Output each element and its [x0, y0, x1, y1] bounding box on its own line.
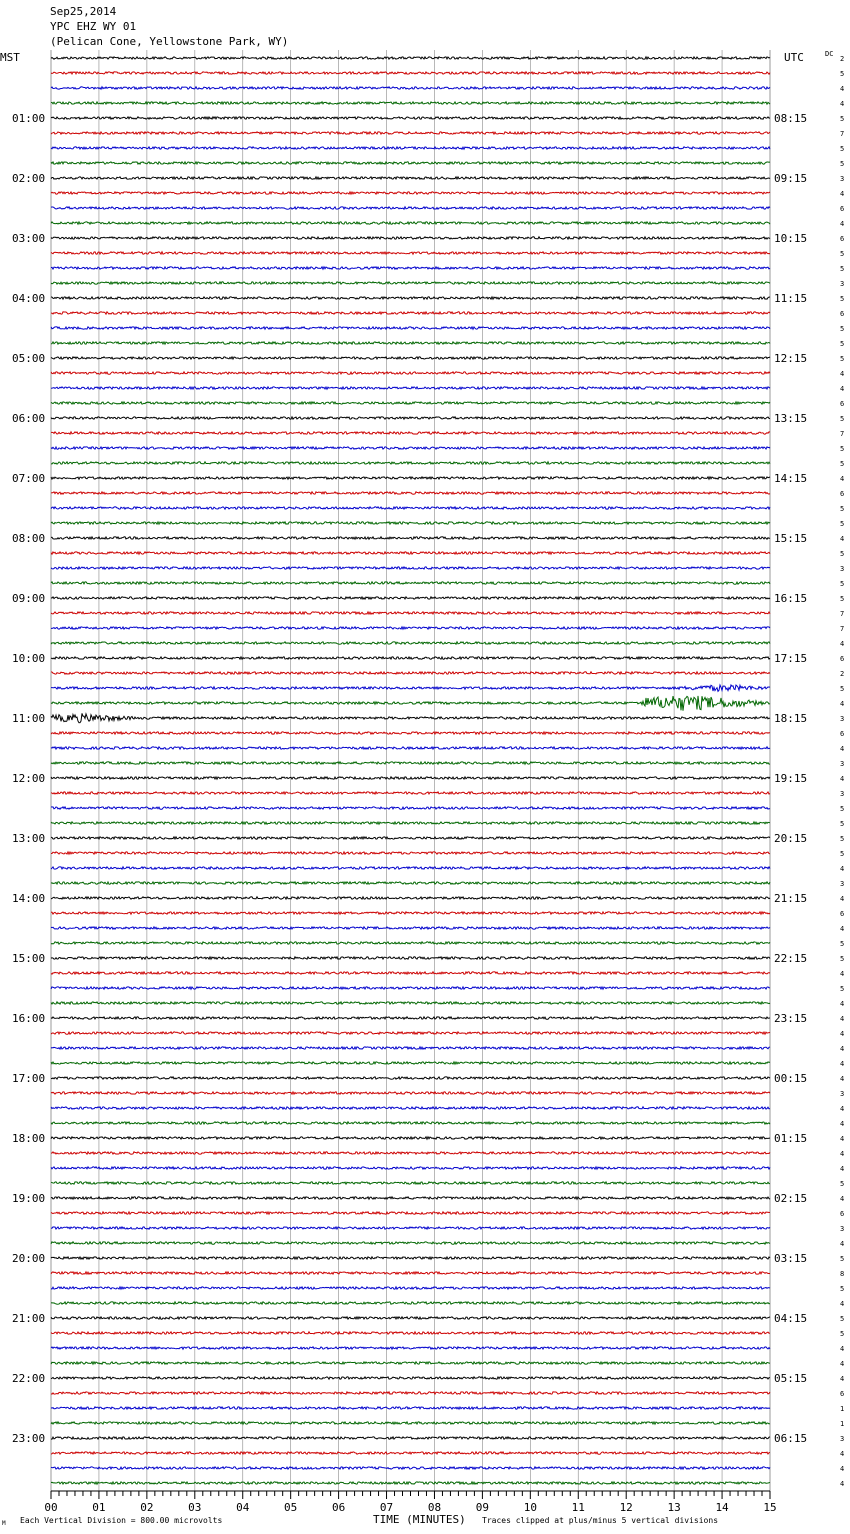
- dc-offset-value: 4: [840, 1030, 845, 1038]
- trace-row: [51, 867, 770, 869]
- trace-row: [51, 852, 770, 854]
- trace-row: [51, 102, 770, 104]
- right-hour-label: 21:15: [774, 892, 808, 905]
- dc-offset-value: 4: [840, 775, 845, 783]
- trace-row: [51, 1137, 770, 1139]
- trace-row: [51, 685, 770, 691]
- left-hour-label: 19:00: [12, 1192, 46, 1205]
- dc-offset-value: 5: [840, 850, 845, 858]
- left-hour-label: 02:00: [12, 172, 46, 185]
- trace-row: [51, 447, 770, 449]
- dc-offset-value: 4: [840, 85, 845, 93]
- trace-row: [51, 1167, 770, 1169]
- trace-row: [51, 177, 770, 179]
- trace-row: [51, 537, 770, 539]
- right-hour-label: 03:15: [774, 1252, 808, 1265]
- trace-row: [51, 312, 770, 314]
- right-hour-label: 01:15: [774, 1132, 808, 1145]
- dc-offset-value: 4: [840, 1465, 845, 1473]
- trace-row: [51, 897, 770, 899]
- trace-row: [51, 1347, 770, 1349]
- dc-offset-value: 5: [840, 355, 845, 363]
- dc-offset-value: 4: [840, 1120, 845, 1128]
- right-hour-label: 14:15: [774, 472, 808, 485]
- trace-row: [51, 942, 770, 944]
- dc-offset-value: 6: [840, 235, 845, 243]
- trace-row: [51, 1437, 770, 1439]
- trace-row: [51, 1047, 770, 1049]
- trace-row: [51, 972, 770, 974]
- right-hour-label: 02:15: [774, 1192, 808, 1205]
- dc-offset-value: 4: [840, 895, 845, 903]
- trace-row: [51, 1407, 770, 1409]
- dc-offset-value: 4: [840, 220, 845, 228]
- trace-row: [51, 807, 770, 809]
- dc-offset-value: 6: [840, 400, 845, 408]
- dc-offset-value: 1: [840, 1405, 845, 1413]
- trace-row: [51, 747, 770, 749]
- dc-offset-value: 3: [840, 1225, 845, 1233]
- dc-offset-value: 6: [840, 1390, 845, 1398]
- right-hour-label: 16:15: [774, 592, 808, 605]
- dc-offset-value: 4: [840, 1060, 845, 1068]
- x-tick-label: 08: [427, 1501, 442, 1514]
- trace-row: [51, 522, 770, 524]
- trace-row: [51, 372, 770, 374]
- dc-offset-value: 4: [840, 1240, 845, 1248]
- trace-row: [51, 282, 770, 284]
- trace-row: [51, 912, 770, 914]
- left-hour-label: 20:00: [12, 1252, 46, 1265]
- dc-offset-value: 5: [840, 940, 845, 948]
- trace-row: [51, 87, 770, 89]
- dc-offset-value: 5: [840, 340, 845, 348]
- trace-row: [51, 1212, 770, 1214]
- trace-row: [51, 117, 770, 119]
- header-location: (Pelican Cone, Yellowstone Park, WY): [50, 35, 289, 48]
- dc-offset-value: 5: [840, 835, 845, 843]
- right-hour-label: 17:15: [774, 652, 808, 665]
- left-hour-label: 10:00: [12, 652, 46, 665]
- dc-offset-value: 4: [840, 925, 845, 933]
- x-tick-label: 04: [236, 1501, 250, 1514]
- x-tick-label: 13: [667, 1501, 681, 1514]
- left-hour-label: 13:00: [12, 832, 46, 845]
- right-hour-label: 23:15: [774, 1012, 808, 1025]
- dc-offset-value: 5: [840, 1315, 845, 1323]
- dc-offset-value: 7: [840, 130, 845, 138]
- dc-offset-value: 4: [840, 1135, 845, 1143]
- dc-offset-value: 4: [840, 475, 845, 483]
- left-hour-label: 23:00: [12, 1432, 46, 1445]
- dc-offset-value: 5: [840, 145, 845, 153]
- trace-row: [51, 1017, 770, 1019]
- dc-offset-value: 5: [840, 1255, 845, 1263]
- trace-row: [51, 1242, 770, 1244]
- dc-offset-value: 4: [840, 640, 845, 648]
- dc-offset-value: 5: [840, 160, 845, 168]
- right-hour-label: 20:15: [774, 832, 808, 845]
- dc-offset-value: 2: [840, 670, 845, 678]
- dc-offset-value: 5: [840, 250, 845, 258]
- trace-row: [51, 342, 770, 344]
- trace-row: [51, 837, 770, 839]
- dc-offset-value: 4: [840, 1345, 845, 1353]
- right-hour-label: 00:15: [774, 1072, 808, 1085]
- left-hour-label: 01:00: [12, 112, 46, 125]
- trace-row: [51, 1422, 770, 1424]
- dc-offset-value: 6: [840, 910, 845, 918]
- trace-row: [51, 642, 770, 644]
- dc-offset-value: 4: [840, 1195, 845, 1203]
- trace-row: [51, 1107, 770, 1109]
- trace-row: [51, 132, 770, 134]
- dc-offset-value: 5: [840, 295, 845, 303]
- right-hour-label: 04:15: [774, 1312, 808, 1325]
- trace-row: [51, 1182, 770, 1184]
- dc-offset-value: 4: [840, 370, 845, 378]
- trace-row: [51, 147, 770, 149]
- right-hour-label: 15:15: [774, 532, 808, 545]
- left-timezone-label: MST: [0, 51, 20, 64]
- trace-row: [51, 882, 770, 884]
- dc-offset-value: 4: [840, 1150, 845, 1158]
- trace-row: [51, 927, 770, 929]
- trace-row: [51, 792, 770, 794]
- trace-row: [51, 462, 770, 464]
- x-axis-title: TIME (MINUTES): [373, 1513, 466, 1526]
- dc-offset-value: 3: [840, 790, 845, 798]
- x-tick-label: 10: [523, 1501, 537, 1514]
- trace-row: [51, 477, 770, 479]
- trace-row: [51, 582, 770, 584]
- trace-row: [51, 327, 770, 329]
- dc-offset-value: 7: [840, 610, 845, 618]
- dc-offset-value: 3: [840, 715, 845, 723]
- x-tick-label: 15: [763, 1501, 777, 1514]
- trace-row: [51, 1227, 770, 1229]
- left-hour-label: 09:00: [12, 592, 46, 605]
- header-date: Sep25,2014: [50, 5, 117, 18]
- dc-offset-value: 4: [840, 1075, 845, 1083]
- trace-row: [51, 267, 770, 269]
- dc-offset-value: 5: [840, 580, 845, 588]
- dc-offset-value: 6: [840, 1210, 845, 1218]
- trace-row: [51, 1062, 770, 1064]
- dc-offset-value: 5: [840, 1285, 845, 1293]
- trace-row: [51, 432, 770, 434]
- right-timezone-label: UTC: [784, 51, 804, 64]
- left-hour-label: 14:00: [12, 892, 46, 905]
- trace-row: [51, 1467, 770, 1469]
- dc-offset-value: 4: [840, 385, 845, 393]
- trace-row: [51, 1317, 770, 1319]
- dc-offset-value: 5: [840, 505, 845, 513]
- dc-offset-value: 5: [840, 685, 845, 693]
- x-tick-label: 06: [331, 1501, 346, 1514]
- trace-row: [51, 822, 770, 824]
- trace-row: [51, 252, 770, 254]
- trace-row: [51, 627, 770, 629]
- left-hour-label: 07:00: [12, 472, 46, 485]
- x-tick-label: 07: [379, 1501, 394, 1514]
- dc-offset-value: 3: [840, 760, 845, 768]
- trace-row: [51, 237, 770, 239]
- x-tick-label: 02: [140, 1501, 154, 1514]
- left-hour-label: 18:00: [12, 1132, 46, 1145]
- dc-offset-value: 4: [840, 100, 845, 108]
- dc-offset-value: 5: [840, 115, 845, 123]
- dc-offset-value: 4: [840, 1105, 845, 1113]
- trace-row: [51, 222, 770, 224]
- dc-offset-value: 4: [840, 700, 845, 708]
- scale-note: Each Vertical Division = 800.00 microvolts: [20, 1516, 223, 1525]
- dc-offset-value: 4: [840, 190, 845, 198]
- right-hour-label: 19:15: [774, 772, 808, 785]
- trace-row: [51, 357, 770, 359]
- dc-offset-value: 4: [840, 1480, 845, 1488]
- dc-offset-value: 5: [840, 325, 845, 333]
- dc-offset-value: 3: [840, 565, 845, 573]
- left-hour-label: 15:00: [12, 952, 46, 965]
- dc-offset-value: 5: [840, 1180, 845, 1188]
- dc-offset-value: 5: [840, 805, 845, 813]
- trace-row: [51, 672, 770, 674]
- x-tick-label: 14: [715, 1501, 729, 1514]
- trace-row: [51, 1392, 770, 1394]
- dc-offset-header: DC: [825, 50, 834, 58]
- dc-offset-value: 4: [840, 970, 845, 978]
- trace-row: [51, 987, 770, 989]
- right-hour-label: 05:15: [774, 1372, 808, 1385]
- dc-offset-value: 4: [840, 745, 845, 753]
- header-station: YPC EHZ WY 01: [50, 20, 137, 33]
- trace-row: [51, 192, 770, 194]
- trace-row: [51, 597, 770, 599]
- dc-offset-value: 7: [840, 430, 845, 438]
- dc-offset-value: 5: [840, 550, 845, 558]
- trace-row: [51, 1287, 770, 1289]
- trace-row: [51, 207, 770, 209]
- trace-row: [51, 417, 770, 419]
- left-hour-label: 05:00: [12, 352, 46, 365]
- right-hour-label: 22:15: [774, 952, 808, 965]
- trace-row: [51, 1482, 770, 1484]
- dc-offset-value: 6: [840, 490, 845, 498]
- dc-offset-value: 4: [840, 1375, 845, 1383]
- dc-offset-value: 6: [840, 205, 845, 213]
- left-hour-label: 03:00: [12, 232, 46, 245]
- left-hour-label: 04:00: [12, 292, 46, 305]
- right-hour-label: 10:15: [774, 232, 808, 245]
- trace-row: [51, 567, 770, 569]
- x-tick-label: 00: [44, 1501, 58, 1514]
- dc-offset-value: 4: [840, 1045, 845, 1053]
- x-tick-label: 05: [284, 1501, 298, 1514]
- right-hour-label: 13:15: [774, 412, 808, 425]
- trace-row: [51, 552, 770, 554]
- trace-row: [51, 402, 770, 404]
- left-hour-label: 16:00: [12, 1012, 46, 1025]
- dc-offset-value: 4: [840, 1000, 845, 1008]
- dc-offset-value: 5: [840, 460, 845, 468]
- left-hour-label: 21:00: [12, 1312, 46, 1325]
- trace-row: [51, 713, 770, 722]
- left-hour-label: 06:00: [12, 412, 46, 425]
- dc-offset-value: 5: [840, 955, 845, 963]
- left-hour-label: 11:00: [12, 712, 46, 725]
- trace-row: [51, 777, 770, 779]
- trace-row: [51, 1257, 770, 1259]
- dc-offset-value: 4: [840, 1360, 845, 1368]
- right-hour-label: 09:15: [774, 172, 808, 185]
- axis-labels: [12, 55, 844, 1514]
- dc-offset-value: 1: [840, 1420, 845, 1428]
- trace-row: [51, 1077, 770, 1079]
- trace-row: [51, 657, 770, 659]
- trace-row: [51, 1197, 770, 1199]
- dc-offset-value: 4: [840, 535, 845, 543]
- trace-row: [51, 297, 770, 299]
- dc-offset-value: 6: [840, 310, 845, 318]
- dc-offset-value: 3: [840, 175, 845, 183]
- footer-mark: M: [2, 1520, 6, 1527]
- dc-offset-value: 4: [840, 1015, 845, 1023]
- right-hour-label: 12:15: [774, 352, 808, 365]
- dc-offset-value: 5: [840, 70, 845, 78]
- trace-row: [51, 1032, 770, 1034]
- trace-row: [51, 612, 770, 614]
- x-tick-label: 03: [188, 1501, 202, 1514]
- dc-offset-value: 4: [840, 1165, 845, 1173]
- seismic-traces: [51, 57, 770, 1484]
- dc-offset-value: 5: [840, 1330, 845, 1338]
- dc-offset-value: 3: [840, 280, 845, 288]
- trace-row: [51, 507, 770, 509]
- trace-row: [51, 492, 770, 494]
- x-tick-label: 12: [619, 1501, 633, 1514]
- clip-note: Traces clipped at plus/minus 5 vertical divisions: [482, 1516, 719, 1525]
- dc-offset-value: 2: [840, 55, 845, 63]
- dc-offset-value: 6: [840, 655, 845, 663]
- left-hour-label: 12:00: [12, 772, 46, 785]
- trace-row: [51, 1092, 770, 1094]
- x-tick-label: 11: [571, 1501, 585, 1514]
- trace-row: [51, 162, 770, 164]
- left-hour-label: 17:00: [12, 1072, 46, 1085]
- dc-offset-value: 4: [840, 865, 845, 873]
- left-hour-label: 22:00: [12, 1372, 46, 1385]
- dc-offset-value: 3: [840, 1090, 845, 1098]
- dc-offset-value: 5: [840, 820, 845, 828]
- dc-offset-value: 5: [840, 265, 845, 273]
- dc-offset-value: 5: [840, 595, 845, 603]
- trace-row: [51, 957, 770, 959]
- right-hour-label: 08:15: [774, 112, 808, 125]
- trace-row: [51, 1362, 770, 1364]
- trace-row: [51, 1122, 770, 1124]
- trace-row: [51, 1332, 770, 1334]
- x-tick-label: 09: [475, 1501, 490, 1514]
- trace-row: [51, 1452, 770, 1454]
- trace-row: [51, 1272, 770, 1274]
- dc-offset-value: 6: [840, 730, 845, 738]
- trace-row: [51, 1377, 770, 1379]
- trace-row: [51, 1152, 770, 1154]
- x-tick-label: 01: [92, 1501, 106, 1514]
- dc-offset-value: 8: [840, 1270, 845, 1278]
- trace-row: [51, 762, 770, 764]
- dc-offset-value: 5: [840, 415, 845, 423]
- trace-row: [51, 72, 770, 74]
- trace-row: [51, 1302, 770, 1304]
- left-hour-label: 08:00: [12, 532, 46, 545]
- trace-row: [51, 57, 770, 59]
- dc-offset-value: 4: [840, 1450, 845, 1458]
- dc-offset-value: 7: [840, 625, 845, 633]
- dc-offset-value: 5: [840, 985, 845, 993]
- right-hour-label: 18:15: [774, 712, 808, 725]
- dc-offset-value: 3: [840, 880, 845, 888]
- trace-row: [51, 1002, 770, 1004]
- right-hour-label: 06:15: [774, 1432, 808, 1445]
- dc-offset-value: 4: [840, 1300, 845, 1308]
- right-hour-label: 11:15: [774, 292, 808, 305]
- dc-offset-value: 5: [840, 520, 845, 528]
- dc-offset-value: 3: [840, 1435, 845, 1443]
- trace-row: [51, 696, 770, 711]
- trace-row: [51, 732, 770, 734]
- trace-row: [51, 387, 770, 389]
- dc-offset-value: 5: [840, 445, 845, 453]
